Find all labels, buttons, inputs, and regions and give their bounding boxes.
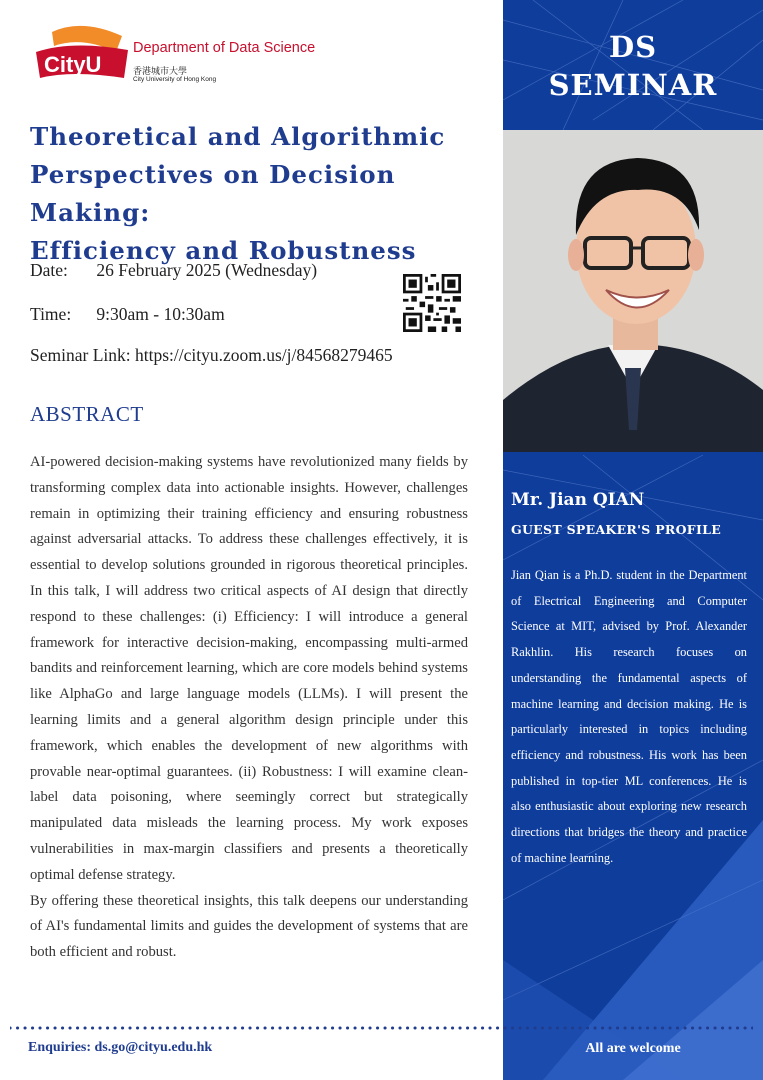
title-line-2: Perspectives on Decision Making: bbox=[30, 160, 396, 227]
enquiries-contact[interactable]: Enquiries: ds.go@cityu.edu.hk bbox=[28, 1040, 213, 1055]
dotted-divider bbox=[10, 1026, 753, 1030]
qr-code[interactable] bbox=[403, 274, 461, 332]
abstract-heading: ABSTRACT bbox=[30, 402, 144, 426]
speaker-photo bbox=[503, 130, 763, 452]
profile-heading: GUEST SPEAKER'S PROFILE bbox=[511, 522, 722, 537]
ds-label: DS bbox=[608, 30, 658, 64]
ds-seminar-title bbox=[503, 28, 763, 104]
seminar-title bbox=[30, 118, 500, 270]
title-line-1: Theoretical and Algorithmic bbox=[30, 122, 446, 151]
speaker-portrait-illustration bbox=[503, 130, 763, 452]
date-value: 26 February 2025 (Wednesday) bbox=[96, 260, 318, 280]
date-label: Date: bbox=[30, 260, 68, 280]
link-label: Seminar Link: bbox=[30, 345, 131, 365]
svg-text:CityU: CityU bbox=[44, 52, 102, 77]
cityu-logo bbox=[32, 22, 132, 82]
sidebar-panel bbox=[503, 0, 763, 1080]
link-row bbox=[30, 345, 393, 366]
welcome-text: All are welcome bbox=[585, 1041, 681, 1056]
abstract-paragraph-2: By offering these theoretical insights, this talk deepens our understanding of AI's fundamental limits and guides the development of systems that are both efficient and robust. bbox=[30, 892, 468, 961]
seminar-link[interactable]: https://cityu.zoom.us/j/84568279465 bbox=[134, 345, 393, 365]
time-value: 9:30am - 10:30am bbox=[96, 304, 225, 324]
speaker-name: Mr. Jian QIAN bbox=[511, 490, 645, 510]
university-name-chinese: 香港城市大學 bbox=[133, 67, 188, 77]
title-line-3: Efficiency and Robustness bbox=[30, 236, 417, 265]
abstract-paragraph-1: AI-powered decision-making systems have revolutionized many fields by transforming complex data into actionable insights. However, challenges remain in optimizing their training efficiency and ensuring robustness against adversarial attacks. To address these challenges effectively, it is essential to develop solutions grounded in rigorous theoretical principles. In this talk, I will address two critical aspects of AI design that directly respond to these challenges: (i) Efficiency: I will introduce a general framework for interactive decision-making, encompassing multi-armed bandits and reinforcement learning, which are core models behind systems like AlphaGo and large language models (LLMs). I will present the learning limits and a general algorithm design principle under this framework, which enables the development of new algorithms with provable near-optimal guarantees. (ii) Robustness: I will examine clean-label data poisoning, where seemingly correct but strategically manipulated data misleads the learning process. My work exposes vulnerabilities in max-margin classifiers and presents a theoretically optimal defense strategy. bbox=[30, 454, 468, 883]
university-name-english: City University of Hong Kong bbox=[133, 76, 217, 83]
speaker-bio: Jian Qian is a Ph.D. student in the Department of Electrical Engineering and Computer Science at MIT, advised by Prof. Alexander Rakhlin. His research focuses on understanding the fundamental aspects of machine learning and decision making. He is particularly interested in topics including efficiency and robustness. His work has been published in top-tier ML conferences. He is also enthusiastic about exploring new research directions that bridges the theory and practice of machine learning. bbox=[511, 568, 747, 865]
time-label: Time: bbox=[30, 304, 72, 324]
abstract-body bbox=[30, 450, 468, 966]
date-row bbox=[30, 260, 317, 281]
time-row bbox=[30, 304, 225, 325]
department-name: Department of Data Science bbox=[133, 40, 316, 56]
seminar-label: SEMINAR bbox=[548, 68, 718, 102]
